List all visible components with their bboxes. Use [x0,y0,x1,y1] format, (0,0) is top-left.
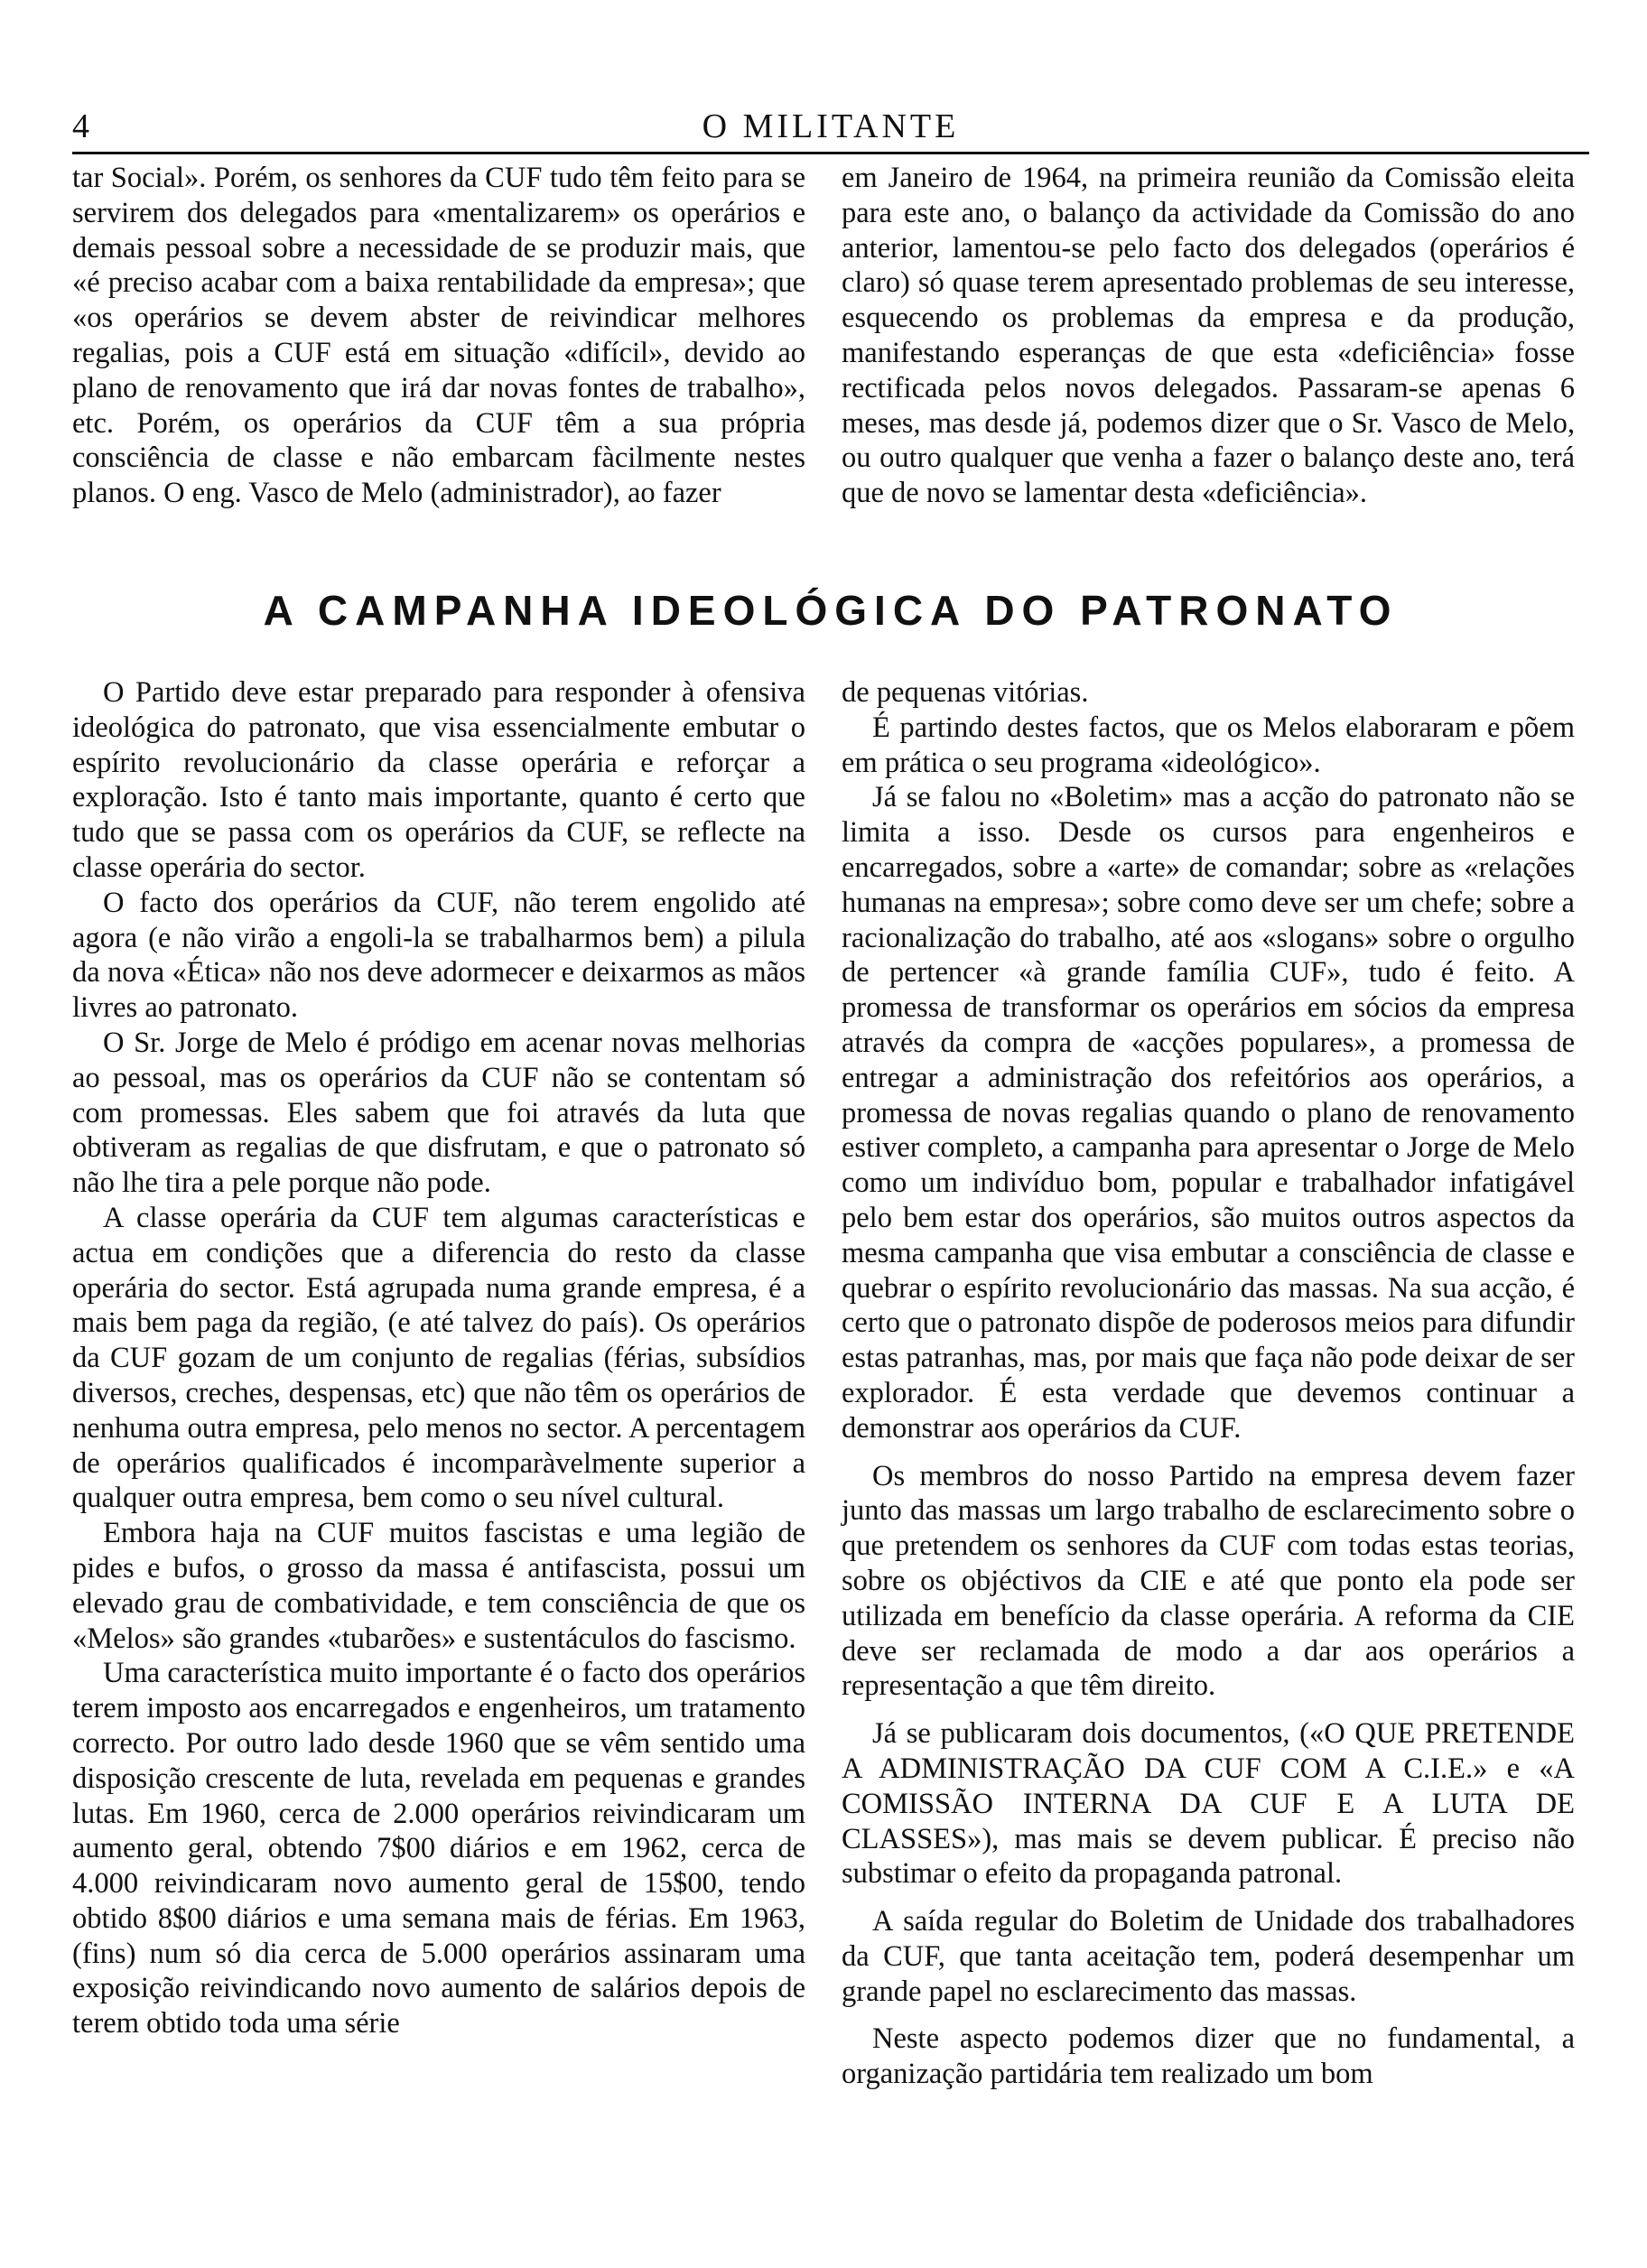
paragraph: Já se falou no «Boletim» mas a acção do patronato não se limita a isso. Desde os cursos para engenheiros e encarregados, sobre a «arte» de comandar; sobre as «relações humanas na empresa»; sobre como deve ser um chefe; sobre a racionalização do trabalho, até aos «slogans» sobre o orgulho de pertencer «à grande família CUF», tudo é feito. A promessa de transformar os operários em sócios da empresa através da compra de «acções populares», a promessa de entregar a administração dos refeitórios aos operários, a promessa de novas regalias quando o plano de renovamento estiver completo, a campanha para apresentar o Jorge de Melo como um indivíduo bom, popular e trabalhador infatigável pelo bem estar dos operários, são muitos outros aspectos da mesma campanha que visa embutar a consciência de classe e quebrar o espírito revolucionário das massas. Na sua acção, é certo que o patronato dispõe de poderosos meios para difundir estas patranhas, mas, por mais que faça não pode deixar de ser explorador. É esta verdade que devemos continuar a demonstrar aos operários da CUF. [842,781,1575,1445]
paragraph: Já se publicaram dois documentos, («O QUE PRETENDE A ADMINISTRAÇÃO DA CUF COM A C.I.E.» e «A COMISSÃO INTERNA DA CUF E A LUTA DE CLASSES»), mas mais se devem publicar. É preciso não substimar o efeito da propaganda patronal. [842,1717,1575,1891]
right-column [842,675,1575,2092]
paragraph: Neste aspecto podemos dizer que no fundamental, a organização partidária tem realizado um bom [842,2022,1575,2091]
top-left-column [72,161,805,511]
paragraph: O facto dos operários da CUF, não terem engolido até agora (e não virão a engoli-la se trabalharmos bem) a pilula da nova «Ética» não nos deve adormecer e deixarmos as mãos livres ao patronato. [72,886,805,1025]
newspaper-name: O MILITANTE [702,107,960,145]
top-right-column [842,161,1575,511]
paragraph: tar Social». Porém, os senhores da CUF tudo têm feito para se servirem dos delegados para «mentalizarem» os operários e demais pessoal sobre a necessidade de se produzir mais, que «é preciso acabar com a baixa rentabilidade da empresa»; que «os operários se devem abster de reivindicar melhores regalias, pois a CUF está em situação «difícil», devido ao plano de renovamento que irá dar novas fontes de trabalho», etc. Porém, os operários da CUF têm a sua própria consciência de classe e não embarcam fàcilmente nestes planos. O eng. Vasco de Melo (administrador), ao fazer [72,162,805,510]
left-column [72,675,805,2041]
paragraph: A saída regular do Boletim de Unidade dos trabalhadores da CUF, que tanta aceitação tem, poderá desempenhar um grande papel no esclarecimento das massas. [842,1905,1575,2008]
page-number: 4 [72,107,89,145]
section-title: A CAMPANHA IDEOLÓGICA DO PATRONATO [263,587,1399,634]
paragraph: de pequenas vitórias. [842,676,1089,709]
paragraph: A classe operária da CUF tem algumas características e actua em condições que a diferencia do resto da classe operária do sector. Está agrupada numa grande empresa, é a mais bem paga da região, (e até talvez do país). Os operários da CUF gozam de um conjunto de regalias (férias, subsídios diversos, creches, despensas, etc) que não têm os operários de nenhuma outra empresa, pelo menos no sector. A percentagem de operários qualificados é incomparàvelmente superior a qualquer outra empresa, bem como o seu nível cultural. [72,1201,805,1515]
header-rule [72,152,1589,154]
paragraph: O Sr. Jorge de Melo é pródigo em acenar novas melhorias ao pessoal, mas os operários da CUF não se contentam só com promessas. Eles sabem que foi através da luta que obtiveram as regalias de que disfrutam, e que o patronato só não lhe tira a pele porque não pode. [72,1026,805,1200]
paragraph: em Janeiro de 1964, na primeira reunião da Comissão eleita para este ano, o balanço da actividade da Comissão do ano anterior, lamentou-se pelo facto dos delegados (operários é claro) só quase terem apresentado problemas de seu interesse, esquecendo os problemas da empresa e da produção, manifestando esperanças de que esta «deficiência» fosse rectificada pelos novos delegados. Passaram-se apenas 6 meses, mas desde já, podemos dizer que o Sr. Vasco de Melo, ou outro qualquer que venha a fazer o balanço deste ano, terá que de novo se lamentar desta «deficiência». [842,162,1575,510]
paragraph: Uma característica muito importante é o facto dos operários terem imposto aos encarregados e engenheiros, um tratamento correcto. Por outro lado desde 1960 que se vêm sentido uma disposição crescente de luta, revelada em pequenas e grandes lutas. Em 1960, cerca de 2.000 operários reivindicaram um aumento geral, obtendo 7$00 diários e em 1962, cerca de 4.000 reivindicaram novo aumento geral de 15$00, tendo obtido 8$00 diários e uma semana mais de férias. Em 1963, (fins) num só dia cerca de 5.000 operários assinaram uma exposição reivindicando novo aumento de salários depois de terem obtido toda uma série [72,1657,805,2040]
paragraph: É partindo destes factos, que os Melos elaboraram e põem em prática o seu programa «ideológico». [842,711,1575,779]
paragraph: Os membros do nosso Partido na empresa devem fazer junto das massas um largo trabalho de esclarecimento sobre o que pretendem os senhores da CUF com todas estas teorias, sobre os objéctivos da CIE e até que ponto ela pode ser utilizada em benefício da classe operária. A reforma da CIE deve ser reclamada de modo a dar aos operários a representação a que têm direito. [842,1459,1575,1703]
page-header [72,107,1589,146]
paragraph: Embora haja na CUF muitos fascistas e uma legião de pides e bufos, o grosso da massa é antifascista, possui um elevado grau de combatividade, e tem consciência de que os «Melos» são grandes «tubarões» e sustentáculos do fascismo. [72,1517,805,1655]
paragraph: O Partido deve estar preparado para responder à ofensiva ideológica do patronato, que visa essencialmente embutar o espírito revolucionário da classe operária e reforçar a exploração. Isto é tanto mais importante, quanto é certo que tudo que se passa com os operários da CUF, se reflecte na classe operária do sector. [72,676,805,884]
